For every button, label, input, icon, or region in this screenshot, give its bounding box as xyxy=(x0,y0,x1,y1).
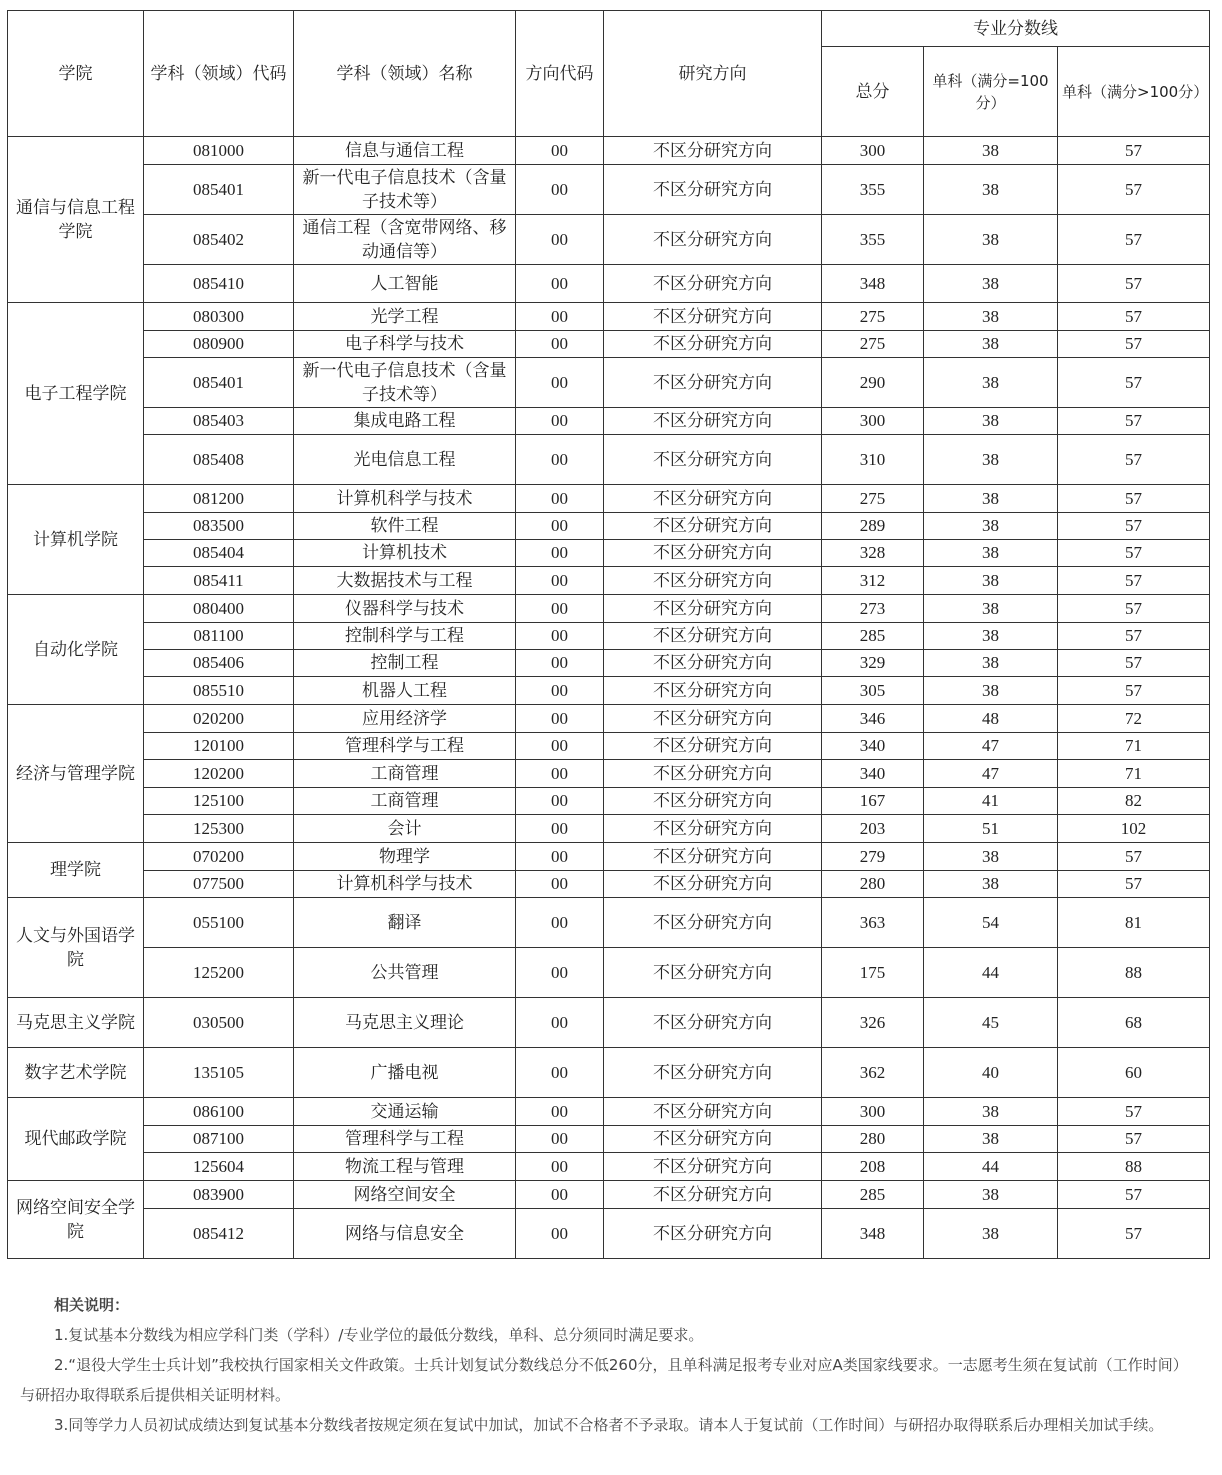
code-cell: 085404 xyxy=(144,540,294,567)
single-100-cell: 38 xyxy=(924,265,1058,303)
single-gt100-cell: 57 xyxy=(1058,540,1210,567)
single-100-cell: 38 xyxy=(924,513,1058,540)
total-score-cell: 355 xyxy=(822,165,924,215)
table-row xyxy=(8,513,1210,540)
total-score-cell: 348 xyxy=(822,1209,924,1259)
header-single-100: 单科（满分=100分） xyxy=(924,47,1058,137)
direction-cell: 不区分研究方向 xyxy=(604,760,822,788)
total-score-cell: 310 xyxy=(822,435,924,485)
single-100-cell: 54 xyxy=(924,898,1058,948)
header-direction: 研究方向 xyxy=(604,11,822,137)
direction-cell: 不区分研究方向 xyxy=(604,435,822,485)
table-row xyxy=(8,1209,1210,1259)
table-row xyxy=(8,215,1210,265)
code-cell: 080300 xyxy=(144,303,294,331)
single-100-cell: 44 xyxy=(924,1153,1058,1181)
single-gt100-cell: 57 xyxy=(1058,1209,1210,1259)
direction-cell: 不区分研究方向 xyxy=(604,1126,822,1153)
code-cell: 085412 xyxy=(144,1209,294,1259)
direction-cell: 不区分研究方向 xyxy=(604,485,822,513)
table-row xyxy=(8,623,1210,650)
code-cell: 055100 xyxy=(144,898,294,948)
single-gt100-cell: 57 xyxy=(1058,435,1210,485)
table-row xyxy=(8,303,1210,331)
dir-code-cell: 00 xyxy=(516,595,604,623)
total-score-cell: 285 xyxy=(822,623,924,650)
dir-code-cell: 00 xyxy=(516,165,604,215)
single-100-cell: 41 xyxy=(924,788,1058,815)
table-row xyxy=(8,898,1210,948)
direction-cell: 不区分研究方向 xyxy=(604,513,822,540)
single-gt100-cell: 57 xyxy=(1058,165,1210,215)
header-college: 学院 xyxy=(8,11,144,137)
single-100-cell: 38 xyxy=(924,215,1058,265)
single-gt100-cell: 57 xyxy=(1058,650,1210,677)
direction-cell: 不区分研究方向 xyxy=(604,843,822,871)
direction-cell: 不区分研究方向 xyxy=(604,567,822,595)
single-100-cell: 38 xyxy=(924,623,1058,650)
single-gt100-cell: 57 xyxy=(1058,567,1210,595)
single-gt100-cell: 57 xyxy=(1058,1181,1210,1209)
code-cell: 070200 xyxy=(144,843,294,871)
code-cell: 085510 xyxy=(144,677,294,705)
table-row xyxy=(8,567,1210,595)
total-score-cell: 312 xyxy=(822,567,924,595)
single-100-cell: 38 xyxy=(924,677,1058,705)
table-row xyxy=(8,1048,1210,1098)
table-row xyxy=(8,1098,1210,1126)
name-cell: 新一代电子信息技术（含量子技术等） xyxy=(294,358,516,408)
total-score-cell: 305 xyxy=(822,677,924,705)
dir-code-cell: 00 xyxy=(516,435,604,485)
single-gt100-cell: 88 xyxy=(1058,1153,1210,1181)
single-gt100-cell: 57 xyxy=(1058,1126,1210,1153)
single-gt100-cell: 57 xyxy=(1058,677,1210,705)
code-cell: 085401 xyxy=(144,358,294,408)
single-gt100-cell: 57 xyxy=(1058,331,1210,358)
table-row xyxy=(8,948,1210,998)
direction-cell: 不区分研究方向 xyxy=(604,408,822,435)
total-score-cell: 289 xyxy=(822,513,924,540)
dir-code-cell: 00 xyxy=(516,303,604,331)
single-gt100-cell: 68 xyxy=(1058,998,1210,1048)
table-row xyxy=(8,650,1210,677)
single-100-cell: 38 xyxy=(924,408,1058,435)
total-score-cell: 285 xyxy=(822,1181,924,1209)
dir-code-cell: 00 xyxy=(516,331,604,358)
direction-cell: 不区分研究方向 xyxy=(604,1153,822,1181)
college-cell: 自动化学院 xyxy=(8,595,144,705)
college-cell: 理学院 xyxy=(8,843,144,898)
name-cell: 工商管理 xyxy=(294,760,516,788)
name-cell: 应用经济学 xyxy=(294,705,516,733)
single-gt100-cell: 57 xyxy=(1058,137,1210,165)
note-item-2: 2.“退役大学生士兵计划”我校执行国家相关文件政策。士兵计划复试分数线总分不低260分，且单科满足报考专业对应A类国家线要求。一志愿考生须在复试前（工作时间）与研招办取得联系后提供相关证明材料。 xyxy=(20,1356,1188,1404)
header-code: 学科（领域）代码 xyxy=(144,11,294,137)
code-cell: 135105 xyxy=(144,1048,294,1098)
direction-cell: 不区分研究方向 xyxy=(604,650,822,677)
single-100-cell: 47 xyxy=(924,733,1058,760)
table-row xyxy=(8,705,1210,733)
college-cell: 经济与管理学院 xyxy=(8,705,144,843)
header-total: 总分 xyxy=(822,47,924,137)
single-gt100-cell: 102 xyxy=(1058,815,1210,843)
single-gt100-cell: 57 xyxy=(1058,843,1210,871)
dir-code-cell: 00 xyxy=(516,650,604,677)
code-cell: 085410 xyxy=(144,265,294,303)
code-cell: 085403 xyxy=(144,408,294,435)
total-score-cell: 275 xyxy=(822,485,924,513)
direction-cell: 不区分研究方向 xyxy=(604,623,822,650)
table-row xyxy=(8,595,1210,623)
single-gt100-cell: 57 xyxy=(1058,871,1210,898)
code-cell: 125100 xyxy=(144,788,294,815)
single-gt100-cell: 72 xyxy=(1058,705,1210,733)
notes-title: 相关说明： xyxy=(54,1296,130,1314)
header-name: 学科（领域）名称 xyxy=(294,11,516,137)
single-100-cell: 38 xyxy=(924,303,1058,331)
direction-cell: 不区分研究方向 xyxy=(604,331,822,358)
total-score-cell: 346 xyxy=(822,705,924,733)
notes-section xyxy=(20,1290,1200,1440)
name-cell: 机器人工程 xyxy=(294,677,516,705)
direction-cell: 不区分研究方向 xyxy=(604,165,822,215)
dir-code-cell: 00 xyxy=(516,843,604,871)
total-score-cell: 329 xyxy=(822,650,924,677)
total-score-cell: 300 xyxy=(822,137,924,165)
direction-cell: 不区分研究方向 xyxy=(604,540,822,567)
score-table xyxy=(7,10,1210,1259)
table-row xyxy=(8,1153,1210,1181)
name-cell: 人工智能 xyxy=(294,265,516,303)
total-score-cell: 348 xyxy=(822,265,924,303)
total-score-cell: 203 xyxy=(822,815,924,843)
name-cell: 交通运输 xyxy=(294,1098,516,1126)
direction-cell: 不区分研究方向 xyxy=(604,215,822,265)
single-100-cell: 38 xyxy=(924,1126,1058,1153)
dir-code-cell: 00 xyxy=(516,788,604,815)
single-gt100-cell: 57 xyxy=(1058,595,1210,623)
single-gt100-cell: 57 xyxy=(1058,358,1210,408)
dir-code-cell: 00 xyxy=(516,265,604,303)
table-row xyxy=(8,815,1210,843)
direction-cell: 不区分研究方向 xyxy=(604,677,822,705)
total-score-cell: 208 xyxy=(822,1153,924,1181)
name-cell: 光电信息工程 xyxy=(294,435,516,485)
single-100-cell: 48 xyxy=(924,705,1058,733)
dir-code-cell: 00 xyxy=(516,948,604,998)
header-score-group: 专业分数线 xyxy=(822,11,1210,47)
name-cell: 光学工程 xyxy=(294,303,516,331)
single-gt100-cell: 60 xyxy=(1058,1048,1210,1098)
total-score-cell: 340 xyxy=(822,733,924,760)
direction-cell: 不区分研究方向 xyxy=(604,303,822,331)
total-score-cell: 300 xyxy=(822,1098,924,1126)
college-cell: 马克思主义学院 xyxy=(8,998,144,1048)
dir-code-cell: 00 xyxy=(516,1181,604,1209)
college-cell: 人文与外国语学院 xyxy=(8,898,144,998)
single-100-cell: 38 xyxy=(924,1209,1058,1259)
single-gt100-cell: 57 xyxy=(1058,215,1210,265)
dir-code-cell: 00 xyxy=(516,408,604,435)
name-cell: 控制工程 xyxy=(294,650,516,677)
name-cell: 仪器科学与技术 xyxy=(294,595,516,623)
table-row xyxy=(8,331,1210,358)
table-row xyxy=(8,788,1210,815)
name-cell: 翻译 xyxy=(294,898,516,948)
total-score-cell: 280 xyxy=(822,871,924,898)
code-cell: 083900 xyxy=(144,1181,294,1209)
code-cell: 077500 xyxy=(144,871,294,898)
code-cell: 083500 xyxy=(144,513,294,540)
college-cell: 数字艺术学院 xyxy=(8,1048,144,1098)
single-gt100-cell: 81 xyxy=(1058,898,1210,948)
name-cell: 计算机科学与技术 xyxy=(294,871,516,898)
dir-code-cell: 00 xyxy=(516,1048,604,1098)
dir-code-cell: 00 xyxy=(516,760,604,788)
direction-cell: 不区分研究方向 xyxy=(604,733,822,760)
direction-cell: 不区分研究方向 xyxy=(604,265,822,303)
total-score-cell: 355 xyxy=(822,215,924,265)
single-100-cell: 47 xyxy=(924,760,1058,788)
dir-code-cell: 00 xyxy=(516,513,604,540)
name-cell: 计算机科学与技术 xyxy=(294,485,516,513)
dir-code-cell: 00 xyxy=(516,815,604,843)
single-100-cell: 40 xyxy=(924,1048,1058,1098)
code-cell: 085402 xyxy=(144,215,294,265)
single-100-cell: 38 xyxy=(924,650,1058,677)
single-100-cell: 38 xyxy=(924,540,1058,567)
single-100-cell: 38 xyxy=(924,165,1058,215)
total-score-cell: 328 xyxy=(822,540,924,567)
single-100-cell: 38 xyxy=(924,871,1058,898)
direction-cell: 不区分研究方向 xyxy=(604,871,822,898)
single-100-cell: 44 xyxy=(924,948,1058,998)
note-item-3: 3.同等学力人员初试成绩达到复试基本分数线者按规定须在复试中加试，加试不合格者不予录取。请本人于复试前（工作时间）与研招办取得联系后办理相关加试手续。 xyxy=(54,1416,1164,1434)
name-cell: 公共管理 xyxy=(294,948,516,998)
direction-cell: 不区分研究方向 xyxy=(604,137,822,165)
direction-cell: 不区分研究方向 xyxy=(604,1048,822,1098)
direction-cell: 不区分研究方向 xyxy=(604,595,822,623)
college-cell: 现代邮政学院 xyxy=(8,1098,144,1181)
single-100-cell: 38 xyxy=(924,485,1058,513)
table-row xyxy=(8,843,1210,871)
table-row xyxy=(8,265,1210,303)
single-100-cell: 38 xyxy=(924,435,1058,485)
table-row xyxy=(8,1126,1210,1153)
dir-code-cell: 00 xyxy=(516,1126,604,1153)
single-gt100-cell: 57 xyxy=(1058,513,1210,540)
dir-code-cell: 00 xyxy=(516,540,604,567)
direction-cell: 不区分研究方向 xyxy=(604,1098,822,1126)
single-gt100-cell: 88 xyxy=(1058,948,1210,998)
single-100-cell: 45 xyxy=(924,998,1058,1048)
dir-code-cell: 00 xyxy=(516,358,604,408)
table-row xyxy=(8,760,1210,788)
college-cell: 电子工程学院 xyxy=(8,303,144,485)
direction-cell: 不区分研究方向 xyxy=(604,948,822,998)
dir-code-cell: 00 xyxy=(516,485,604,513)
name-cell: 计算机技术 xyxy=(294,540,516,567)
dir-code-cell: 00 xyxy=(516,898,604,948)
total-score-cell: 326 xyxy=(822,998,924,1048)
name-cell: 管理科学与工程 xyxy=(294,733,516,760)
note-item-1: 1.复试基本分数线为相应学科门类（学科）/专业学位的最低分数线，单科、总分须同时满足要求。 xyxy=(54,1326,704,1344)
name-cell: 电子科学与技术 xyxy=(294,331,516,358)
single-gt100-cell: 57 xyxy=(1058,265,1210,303)
code-cell: 020200 xyxy=(144,705,294,733)
total-score-cell: 280 xyxy=(822,1126,924,1153)
total-score-cell: 167 xyxy=(822,788,924,815)
name-cell: 网络空间安全 xyxy=(294,1181,516,1209)
code-cell: 081100 xyxy=(144,623,294,650)
college-cell: 网络空间安全学院 xyxy=(8,1181,144,1259)
name-cell: 集成电路工程 xyxy=(294,408,516,435)
dir-code-cell: 00 xyxy=(516,1153,604,1181)
table-row xyxy=(8,137,1210,165)
single-100-cell: 38 xyxy=(924,137,1058,165)
dir-code-cell: 00 xyxy=(516,1098,604,1126)
table-body xyxy=(8,137,1210,1259)
single-gt100-cell: 57 xyxy=(1058,485,1210,513)
code-cell: 125200 xyxy=(144,948,294,998)
dir-code-cell: 00 xyxy=(516,623,604,650)
direction-cell: 不区分研究方向 xyxy=(604,705,822,733)
total-score-cell: 290 xyxy=(822,358,924,408)
name-cell: 通信工程（含宽带网络、移动通信等） xyxy=(294,215,516,265)
single-100-cell: 38 xyxy=(924,567,1058,595)
code-cell: 120100 xyxy=(144,733,294,760)
direction-cell: 不区分研究方向 xyxy=(604,898,822,948)
direction-cell: 不区分研究方向 xyxy=(604,1181,822,1209)
code-cell: 087100 xyxy=(144,1126,294,1153)
college-cell: 通信与信息工程学院 xyxy=(8,137,144,303)
table-row xyxy=(8,408,1210,435)
total-score-cell: 340 xyxy=(822,760,924,788)
name-cell: 马克思主义理论 xyxy=(294,998,516,1048)
college-cell: 计算机学院 xyxy=(8,485,144,595)
header-single-gt100: 单科（满分>100分） xyxy=(1058,47,1210,137)
total-score-cell: 273 xyxy=(822,595,924,623)
total-score-cell: 279 xyxy=(822,843,924,871)
single-100-cell: 38 xyxy=(924,1098,1058,1126)
code-cell: 085408 xyxy=(144,435,294,485)
single-gt100-cell: 82 xyxy=(1058,788,1210,815)
code-cell: 080400 xyxy=(144,595,294,623)
dir-code-cell: 00 xyxy=(516,137,604,165)
code-cell: 120200 xyxy=(144,760,294,788)
single-gt100-cell: 71 xyxy=(1058,733,1210,760)
name-cell: 物理学 xyxy=(294,843,516,871)
name-cell: 软件工程 xyxy=(294,513,516,540)
table-row xyxy=(8,1181,1210,1209)
header-dir-code: 方向代码 xyxy=(516,11,604,137)
total-score-cell: 362 xyxy=(822,1048,924,1098)
name-cell: 会计 xyxy=(294,815,516,843)
single-gt100-cell: 57 xyxy=(1058,1098,1210,1126)
table-row xyxy=(8,871,1210,898)
name-cell: 管理科学与工程 xyxy=(294,1126,516,1153)
name-cell: 广播电视 xyxy=(294,1048,516,1098)
name-cell: 网络与信息安全 xyxy=(294,1209,516,1259)
direction-cell: 不区分研究方向 xyxy=(604,788,822,815)
single-gt100-cell: 57 xyxy=(1058,303,1210,331)
code-cell: 085401 xyxy=(144,165,294,215)
code-cell: 085406 xyxy=(144,650,294,677)
table-row xyxy=(8,677,1210,705)
single-gt100-cell: 57 xyxy=(1058,408,1210,435)
single-100-cell: 38 xyxy=(924,331,1058,358)
single-100-cell: 38 xyxy=(924,358,1058,408)
total-score-cell: 175 xyxy=(822,948,924,998)
direction-cell: 不区分研究方向 xyxy=(604,1209,822,1259)
single-100-cell: 38 xyxy=(924,843,1058,871)
direction-cell: 不区分研究方向 xyxy=(604,998,822,1048)
total-score-cell: 275 xyxy=(822,303,924,331)
table-row xyxy=(8,358,1210,408)
dir-code-cell: 00 xyxy=(516,215,604,265)
total-score-cell: 363 xyxy=(822,898,924,948)
table-row xyxy=(8,485,1210,513)
dir-code-cell: 00 xyxy=(516,1209,604,1259)
table-row xyxy=(8,540,1210,567)
table-row xyxy=(8,733,1210,760)
code-cell: 086100 xyxy=(144,1098,294,1126)
dir-code-cell: 00 xyxy=(516,998,604,1048)
code-cell: 081200 xyxy=(144,485,294,513)
name-cell: 大数据技术与工程 xyxy=(294,567,516,595)
total-score-cell: 300 xyxy=(822,408,924,435)
name-cell: 信息与通信工程 xyxy=(294,137,516,165)
table-row xyxy=(8,998,1210,1048)
dir-code-cell: 00 xyxy=(516,677,604,705)
table-row xyxy=(8,435,1210,485)
name-cell: 新一代电子信息技术（含量子技术等） xyxy=(294,165,516,215)
single-100-cell: 51 xyxy=(924,815,1058,843)
dir-code-cell: 00 xyxy=(516,733,604,760)
dir-code-cell: 00 xyxy=(516,871,604,898)
dir-code-cell: 00 xyxy=(516,567,604,595)
code-cell: 125604 xyxy=(144,1153,294,1181)
code-cell: 081000 xyxy=(144,137,294,165)
code-cell: 030500 xyxy=(144,998,294,1048)
code-cell: 125300 xyxy=(144,815,294,843)
direction-cell: 不区分研究方向 xyxy=(604,358,822,408)
total-score-cell: 275 xyxy=(822,331,924,358)
single-gt100-cell: 57 xyxy=(1058,623,1210,650)
single-gt100-cell: 71 xyxy=(1058,760,1210,788)
name-cell: 工商管理 xyxy=(294,788,516,815)
code-cell: 080900 xyxy=(144,331,294,358)
code-cell: 085411 xyxy=(144,567,294,595)
dir-code-cell: 00 xyxy=(516,705,604,733)
single-100-cell: 38 xyxy=(924,1181,1058,1209)
direction-cell: 不区分研究方向 xyxy=(604,815,822,843)
single-100-cell: 38 xyxy=(924,595,1058,623)
name-cell: 物流工程与管理 xyxy=(294,1153,516,1181)
name-cell: 控制科学与工程 xyxy=(294,623,516,650)
table-row xyxy=(8,165,1210,215)
